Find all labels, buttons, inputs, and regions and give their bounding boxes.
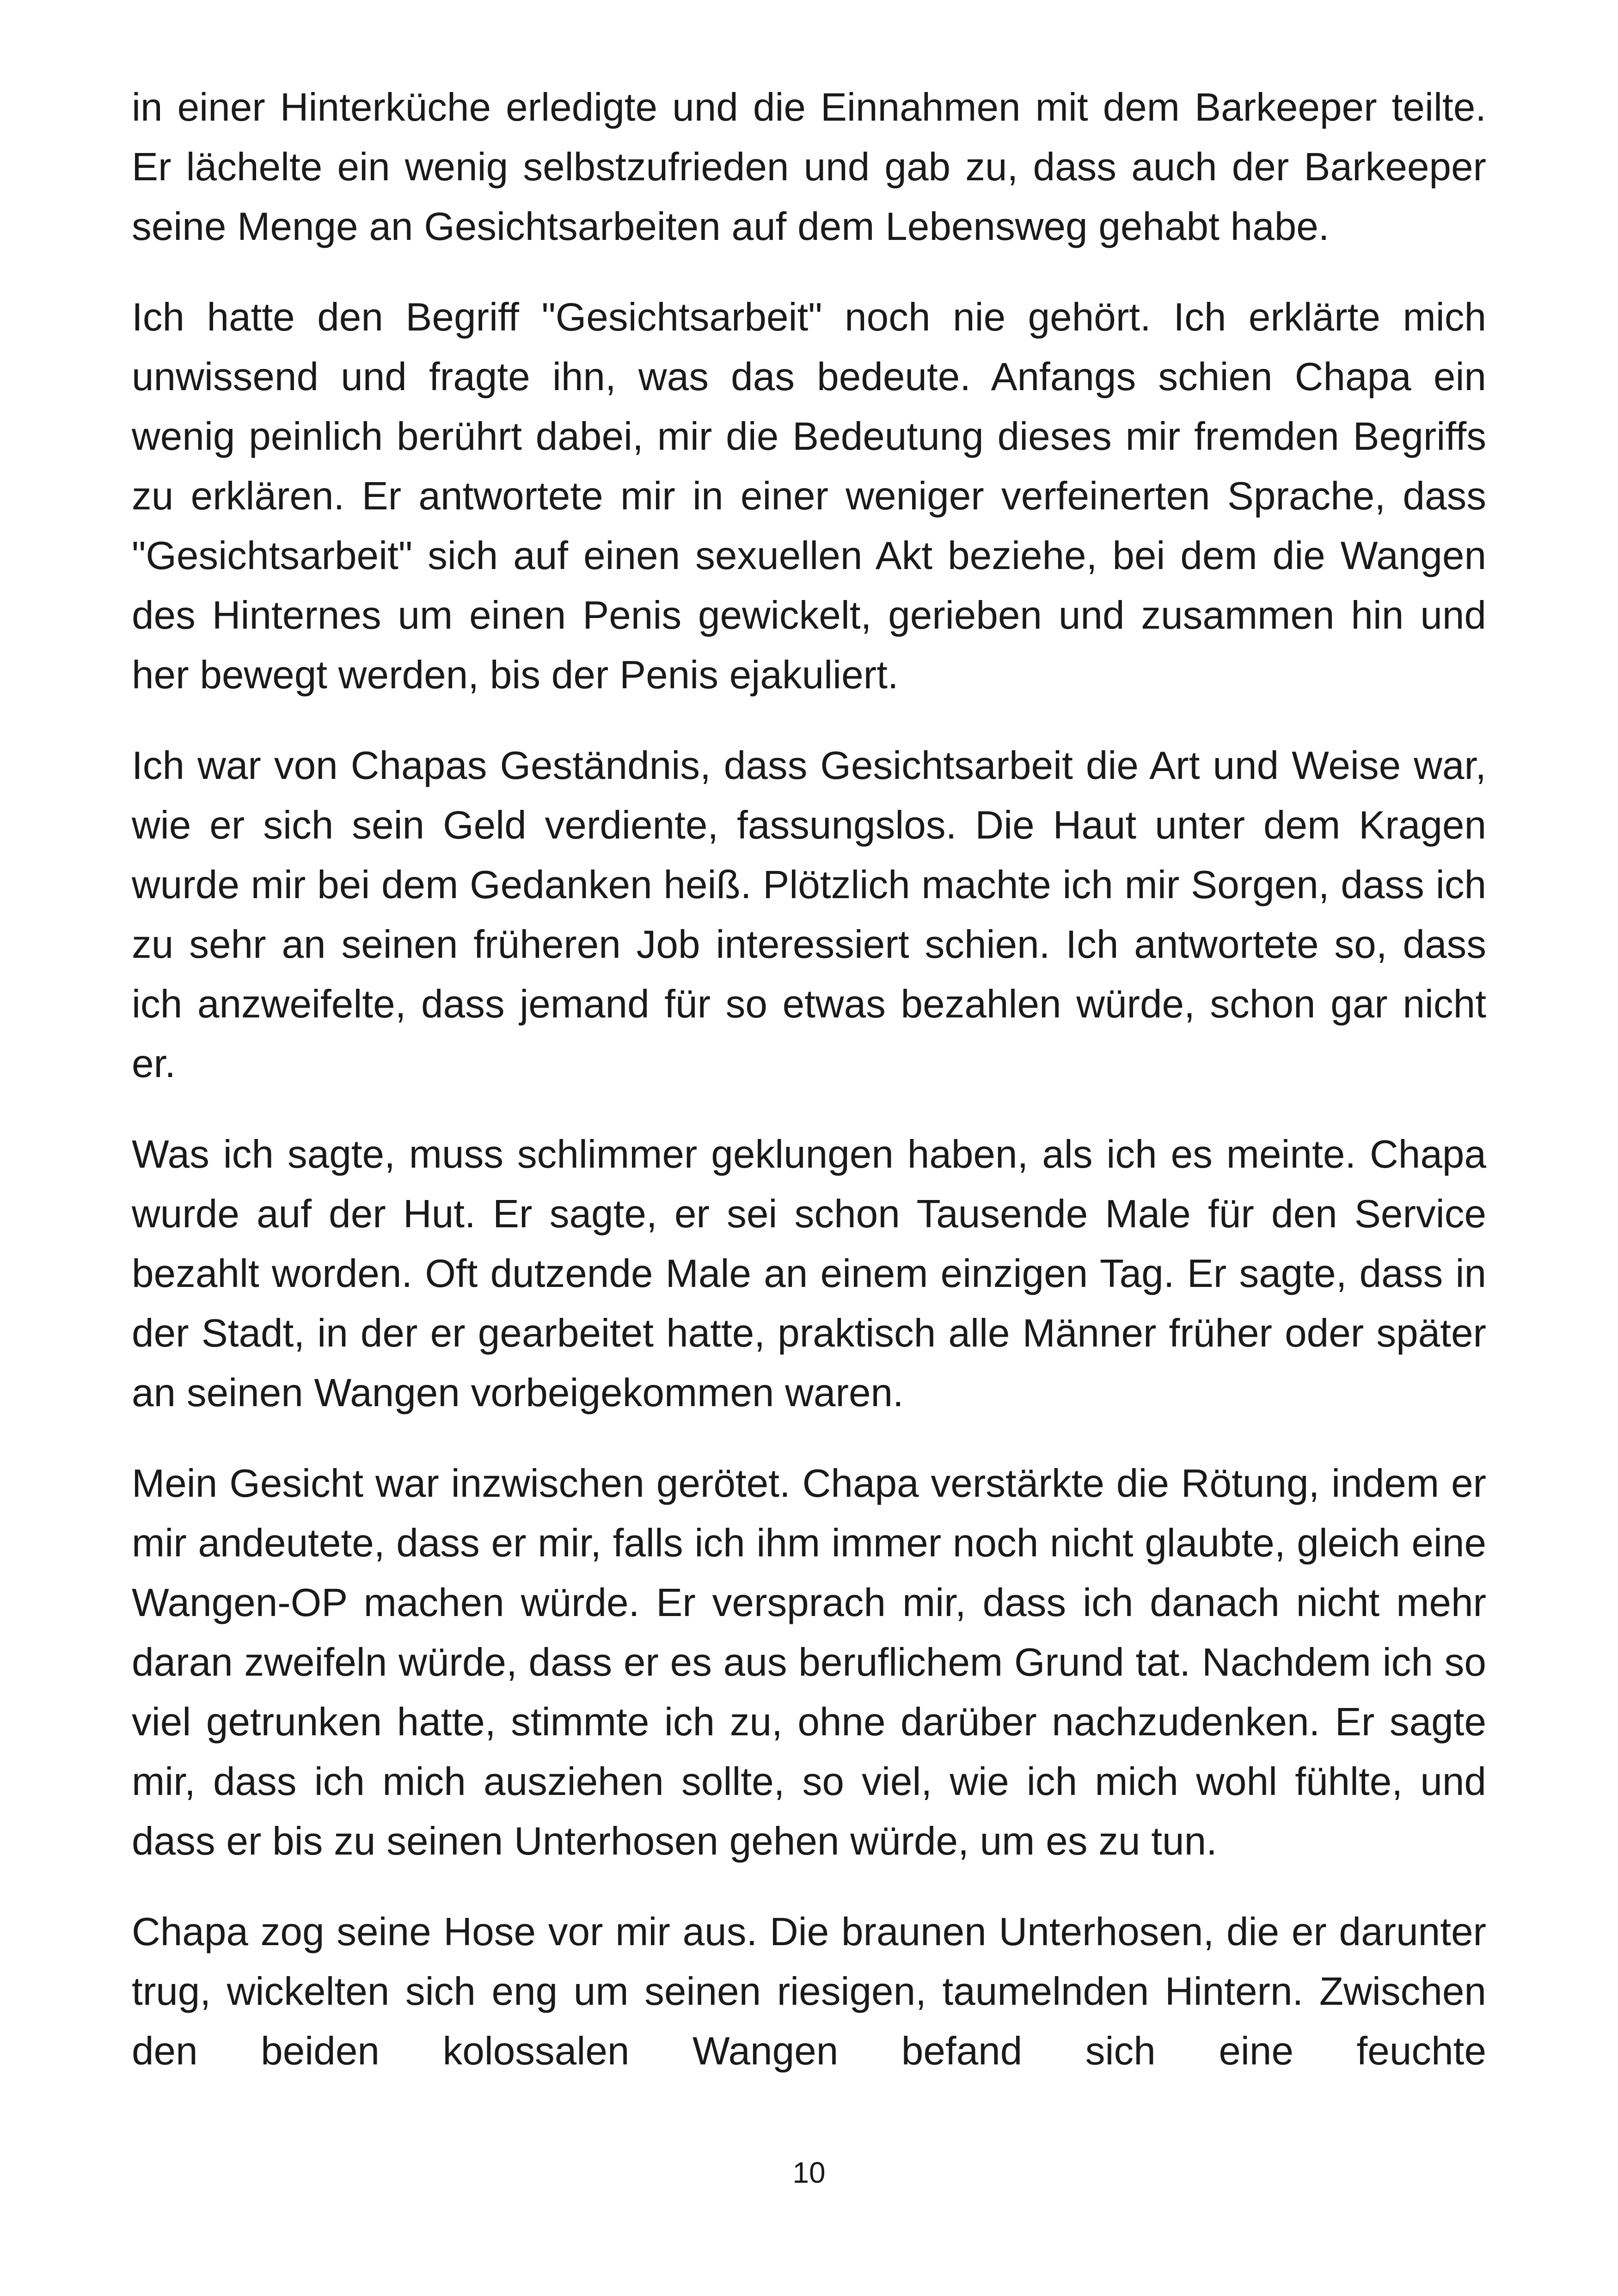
paragraph-2: Ich hatte den Begriff "Gesichtsarbeit" noch nie gehört. Ich erklärte mich unwissend und fragte ihn, was das bedeute. Anfangs schien Chapa ein wenig peinlich berührt dabei, mir die Bedeutung dieses mir fremden Begriffs zu erklären. Er antwortete mir in einer weniger verfeinerten Sprache, dass "Gesichtsarbeit" sich auf einen sexuellen Akt beziehe, bei dem die Wangen des Hinternes um einen Penis gewickelt, gerieben und zusammen hin und her bewegt werden, bis der Penis ejakuliert. — [132, 295, 1486, 697]
paragraph-5: Mein Gesicht war inzwischen gerötet. Chapa verstärkte die Rötung, indem er mir andeutete, dass er mir, falls ich ihm immer noch nicht glaubte, gleich eine Wangen-OP machen würde. Er versprach mir, dass ich danach nicht mehr daran zweifeln würde, dass er es aus beruflichem Grund tat. Nachdem ich so viel getrunken hatte, stimmte ich zu, ohne darüber nachzudenken. Er sagte mir, dass ich mich ausziehen sollte, so viel, wie ich mich wohl fühlte, und dass er bis zu seinen Unterhosen gehen würde, um es zu tun. — [132, 1462, 1486, 1863]
paragraph-3: Ich war von Chapas Geständnis, dass Gesichtsarbeit die Art und Weise war, wie er sich sein Geld verdiente, fassungslos. Die Haut unter dem Kragen wurde mir bei dem Gedanken heiß. Plötzlich machte ich mir Sorgen, dass ich zu sehr an seinen früheren Job interessiert schien. Ich antwortete so, dass ich anzweifelte, dass jemand für so etwas bezahlen würde, schon gar nicht er. — [132, 744, 1486, 1086]
paragraph-1: in einer Hinterküche erledigte und die Einnahmen mit dem Barkeeper teilte. Er lächelte ein wenig selbstzufrieden und gab zu, dass auch der Barkeeper seine Menge an Gesichtsarbeiten auf dem Lebensweg gehabt habe. — [132, 86, 1486, 249]
body-text — [132, 78, 1486, 2081]
paragraph-6: Chapa zog seine Hose vor mir aus. Die braunen Unterhosen, die er darunter trug, wickelten sich eng um seinen riesigen, taumelnden Hintern. Zwischen den beiden kolossalen Wangen befand sich eine feuchte — [132, 1910, 1486, 2073]
page-number: 10 — [792, 2156, 826, 2189]
paragraph-4: Was ich sagte, muss schlimmer geklungen haben, als ich es meinte. Chapa wurde auf der Hut. Er sagte, er sei schon Tausende Male für den Service bezahlt worden. Oft dutzende Male an einem einzigen Tag. Er sagte, dass in der Stadt, in der er gearbeitet hatte, praktisch alle Männer früher oder später an seinen Wangen vorbeigekommen waren. — [132, 1133, 1486, 1415]
